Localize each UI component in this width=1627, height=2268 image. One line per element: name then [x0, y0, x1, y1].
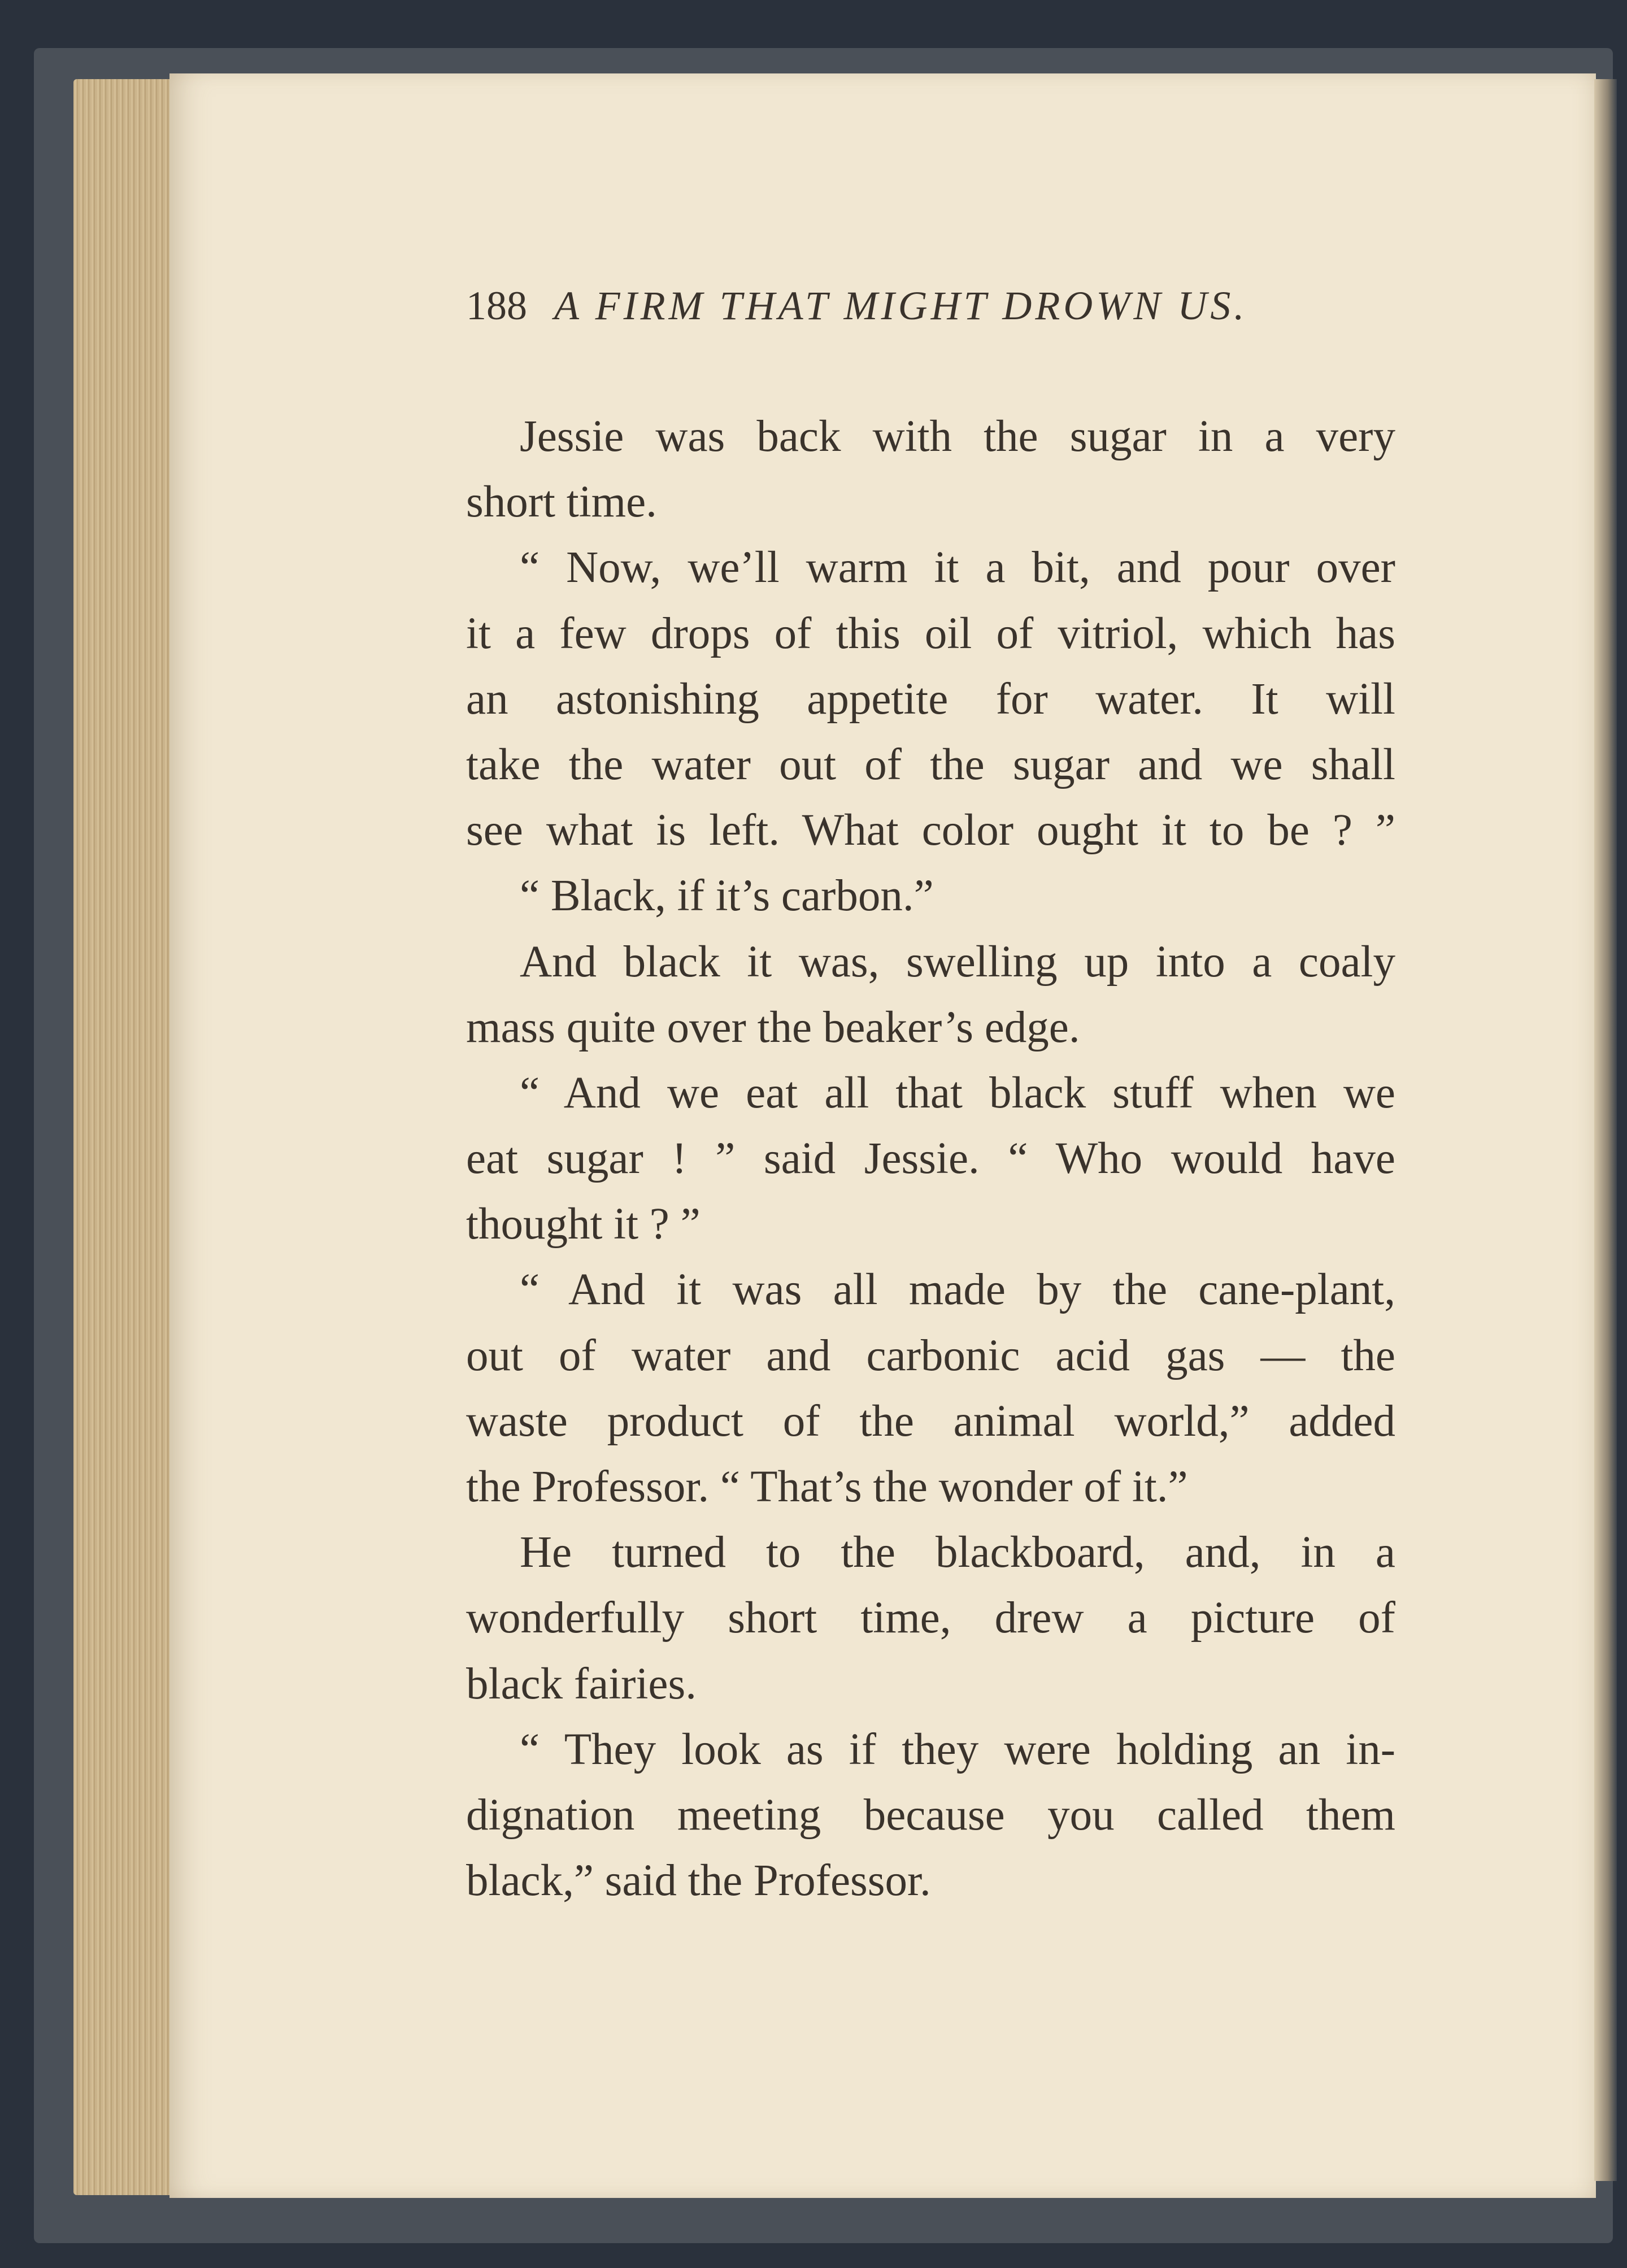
text-line: out of water and carbonic acid gas — the	[466, 1331, 1395, 1380]
paragraph	[466, 1717, 1395, 1914]
text-line: it a few drops of this oil of vitriol, which has	[466, 609, 1395, 658]
paragraph	[466, 929, 1395, 1061]
text-line: the Professor. “ That’s the wonder of it.”	[466, 1462, 1188, 1511]
text-line: “ Now, we’ll warm it a bit, and pour over	[520, 543, 1395, 593]
text-line: thought it ? ”	[466, 1200, 701, 1249]
text-line: waste product of the animal world,” added	[466, 1396, 1395, 1446]
paragraph	[466, 1520, 1395, 1717]
text-line: short time.	[466, 477, 657, 527]
text-line: mass quite over the beaker’s edge.	[466, 1002, 1080, 1052]
text-line: see what is left. What color ought it to be ? ”	[466, 806, 1395, 855]
running-header	[466, 283, 1393, 345]
text-line: wonderfully short time, drew a picture of	[466, 1593, 1395, 1643]
page-edges	[73, 79, 181, 2195]
text-line: “ They look as if they were holding an in-	[520, 1724, 1395, 1774]
text-line: Jessie was back with the sugar in a very	[520, 412, 1395, 461]
paragraph	[466, 535, 1395, 863]
text-line: “ And it was all made by the cane-plant,	[520, 1265, 1395, 1315]
text-line: And black it was, swelling up into a coaly	[520, 937, 1395, 987]
text-line: black,” said the Professor.	[466, 1856, 931, 1906]
text-line: eat sugar ! ” said Jessie. “ Who would have	[466, 1134, 1395, 1184]
paragraph	[466, 1257, 1395, 1520]
text-line: He turned to the blackboard, and, in a	[520, 1528, 1395, 1578]
text-line: black fairies.	[466, 1659, 697, 1709]
text-line: an astonishing appetite for water. It will	[466, 674, 1395, 724]
paragraph	[466, 1061, 1395, 1258]
text-line: “ And we eat all that black stuff when we	[520, 1068, 1395, 1118]
running-title: A FIRM THAT MIGHT DROWN US.	[554, 283, 1248, 328]
text-line: “ Black, if it’s carbon.”	[520, 871, 934, 921]
page-number: 188	[466, 283, 527, 328]
book-fore-edge	[1594, 79, 1617, 2181]
paragraph	[466, 863, 1395, 929]
page-body-text	[466, 404, 1395, 1914]
text-line: dignation meeting because you called them	[466, 1790, 1395, 1840]
paragraph	[466, 404, 1395, 535]
text-line: take the water out of the sugar and we shall	[466, 740, 1395, 789]
